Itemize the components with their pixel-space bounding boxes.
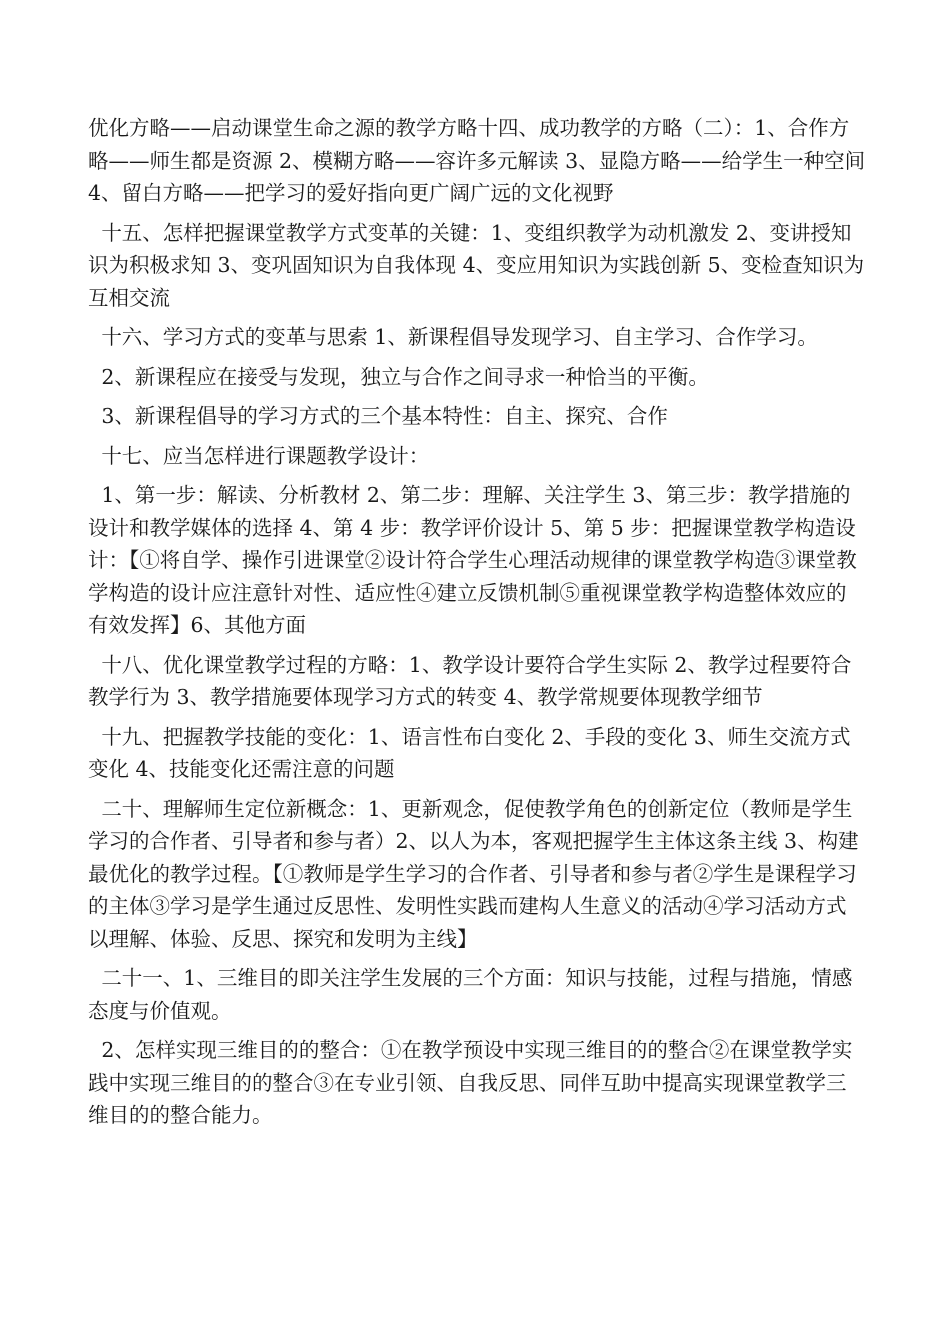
paragraph: 十八、优化课堂教学过程的方略：1、教学设计要符合学生实际 2、教学过程要符合教学行为 3、教学措施要体现学习方式的转变 4、教学常规要体现教学细节 [88, 652, 852, 709]
paragraph: 二十、理解师生定位新概念：1、更新观念，促使教学角色的创新定位（教师是学生学习的合作者、引导者和参与者）2、以人为本，客观把握学生主体这条主线 3、构建最优化的教学过程。【①教师是学生学习的合作者、引导者和参与者②学生是课程学习的主体③学习是学生通过反思性、发明性实践而建构人生意义的活动④学习活动方式以理解、体验、反思、探究和发明为主线】 [88, 796, 859, 951]
paragraph: 十五、怎样把握课堂教学方式变革的关键：1、变组织教学为动机激发 2、变讲授知识为积极求知 3、变巩固知识为自我体现 4、变应用知识为实践创新 5、变检查知识为互相交流 [88, 220, 865, 310]
paragraph: 十九、把握教学技能的变化：1、语言性布白变化 2、手段的变化 3、师生交流方式变化 4、技能变化还需注意的问题 [88, 724, 851, 781]
paragraph: 3、新课程倡导的学习方式的三个基本特性：自主、探究、合作 [101, 404, 668, 428]
paragraph: 二十一、1、三维目的即关注学生发展的三个方面：知识与技能，过程与措施，情感态度与价值观。 [88, 966, 853, 1023]
paragraph: 2、怎样实现三维目的的整合：①在教学预设中实现三维目的的整合②在课堂教学实践中实现三维目的的整合③在专业引领、自我反思、同伴互助中提高实现课堂教学三维目的的整合能力。 [88, 1038, 853, 1127]
document-body [88, 112, 866, 1139]
paragraph: 1、第一步：解读、分析教材 2、第二步：理解、关注学生 3、第三步：教学措施的设计和教学媒体的选择 4、第 4 步：教学评价设计 5、第 5 步：把握课堂教学构造设计：【①将自学、操作引进课堂②设计符合学生心理活动规律的课堂教学构造③课堂教学构造的设计应注意针对性、适应性④建立反馈机制⑤重视课堂教学构造整体效应的有效发挥】6、其他方面 [88, 483, 857, 637]
paragraph: 十六、学习方式的变革与思索 1、新课程倡导发现学习、自主学习、合作学习。 [101, 325, 818, 349]
paragraph: 2、新课程应在接受与发现，独立与合作之间寻求一种恰当的平衡。 [101, 364, 709, 389]
paragraph: 十七、应当怎样进行课题教学设计： [101, 443, 430, 468]
paragraph: 优化方略——启动课堂生命之源的教学方略十四、成功教学的方略（二）：1、合作方略——师生都是资源 2、模糊方略——容许多元解读 3、显隐方略——给学生一种空间 4、留白方略——把学习的爱好指向更广阔广远的文化视野 [88, 116, 866, 205]
